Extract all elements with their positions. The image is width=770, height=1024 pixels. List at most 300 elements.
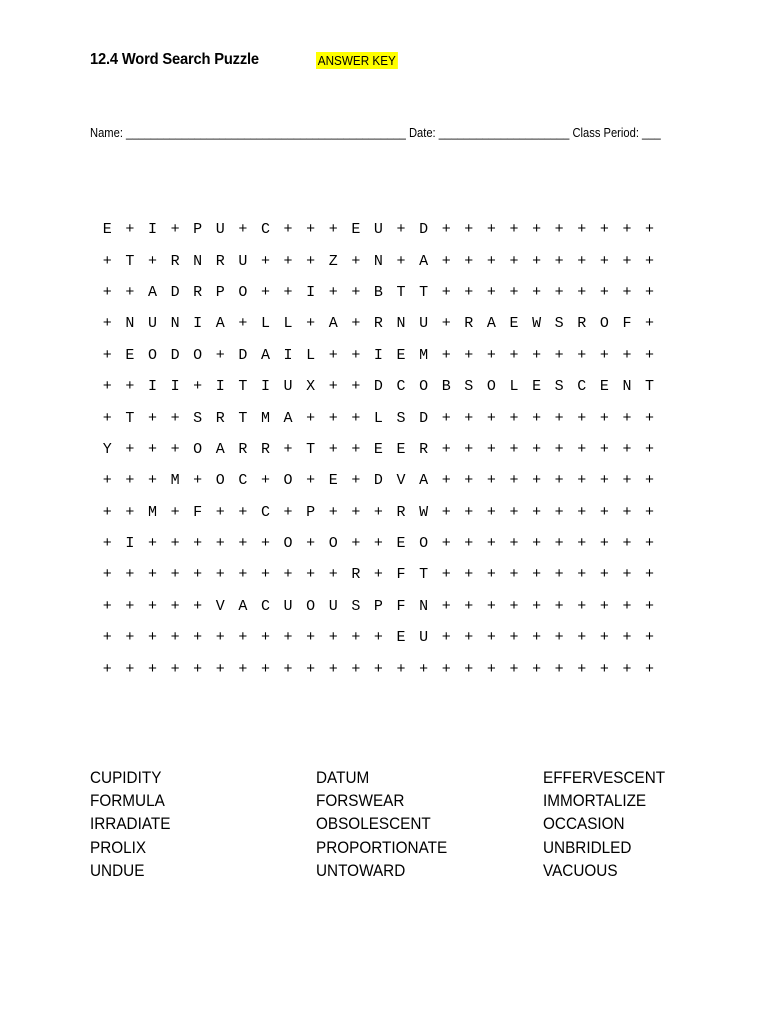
grid-cell: U	[147, 315, 157, 333]
grid-cell: +	[238, 629, 248, 647]
grid-cell: I	[306, 283, 316, 301]
grid-cell: +	[464, 409, 474, 427]
grid-cell: +	[328, 346, 338, 364]
grid-cell: +	[577, 221, 587, 239]
grid-cell: N	[622, 378, 632, 396]
grid-cell: +	[328, 566, 338, 584]
grid-cell: +	[486, 660, 496, 678]
grid-cell: E	[396, 535, 406, 553]
grid-cell: +	[532, 346, 542, 364]
grid-cell: +	[125, 629, 135, 647]
grid-cell: V	[396, 472, 406, 490]
grid-cell: R	[238, 440, 248, 458]
grid-cell: +	[283, 283, 293, 301]
grid-cell: +	[645, 472, 655, 490]
grid-cell: F	[622, 315, 632, 333]
grid-cell: +	[645, 629, 655, 647]
grid-cell: U	[283, 378, 293, 396]
grid-cell: +	[622, 472, 632, 490]
grid-cell: +	[577, 346, 587, 364]
grid-cell: S	[554, 378, 564, 396]
grid-cell: R	[464, 315, 474, 333]
grid-row	[96, 622, 661, 653]
grid-cell: A	[215, 440, 225, 458]
grid-cell: +	[215, 629, 225, 647]
grid-cell: +	[599, 472, 609, 490]
grid-cell: R	[193, 283, 203, 301]
grid-row	[96, 465, 661, 496]
word-item: UNBRIDLED	[543, 837, 632, 857]
grid-cell: O	[486, 378, 496, 396]
grid-cell: +	[441, 315, 451, 333]
grid-cell: +	[193, 629, 203, 647]
grid-cell: P	[373, 597, 383, 615]
grid-cell: +	[260, 566, 270, 584]
grid-cell: +	[554, 283, 564, 301]
grid-cell: +	[577, 660, 587, 678]
grid-cell: +	[147, 629, 157, 647]
grid-cell: +	[554, 629, 564, 647]
grid-cell: +	[622, 346, 632, 364]
grid-cell: +	[554, 535, 564, 553]
grid-cell: I	[373, 346, 383, 364]
grid-cell: +	[486, 503, 496, 521]
grid-cell: +	[238, 660, 248, 678]
grid-cell: +	[509, 409, 519, 427]
grid-cell: +	[260, 660, 270, 678]
grid-cell: U	[419, 315, 429, 333]
grid-cell: T	[396, 283, 406, 301]
grid-row	[96, 308, 661, 339]
grid-row	[96, 402, 661, 433]
grid-cell: +	[102, 346, 112, 364]
grid-cell: +	[486, 283, 496, 301]
grid-cell: +	[599, 535, 609, 553]
grid-cell: +	[645, 660, 655, 678]
grid-cell: O	[238, 283, 248, 301]
grid-row	[96, 214, 661, 245]
grid-cell: +	[554, 346, 564, 364]
word-item: IMMORTALIZE	[543, 791, 647, 811]
grid-cell: +	[102, 566, 112, 584]
grid-cell: +	[622, 252, 632, 270]
grid-cell: +	[125, 472, 135, 490]
grid-cell: +	[622, 409, 632, 427]
grid-cell: +	[238, 566, 248, 584]
grid-cell: +	[328, 221, 338, 239]
grid-cell: +	[283, 566, 293, 584]
grid-cell: +	[599, 221, 609, 239]
grid-cell: A	[283, 409, 293, 427]
grid-cell: +	[599, 252, 609, 270]
grid-cell: R	[577, 315, 587, 333]
grid-cell: R	[215, 409, 225, 427]
grid-cell: +	[419, 660, 429, 678]
grid-cell: +	[577, 535, 587, 553]
grid-cell: +	[193, 597, 203, 615]
grid-cell: +	[645, 283, 655, 301]
grid-cell: +	[441, 252, 451, 270]
grid-cell: E	[532, 378, 542, 396]
grid-cell: +	[215, 346, 225, 364]
grid-cell: +	[486, 566, 496, 584]
grid-cell: +	[238, 535, 248, 553]
grid-cell: O	[328, 535, 338, 553]
page-title: 12.4 Word Search Puzzle	[90, 51, 259, 68]
word-item: UNDUE	[90, 860, 145, 880]
grid-cell: +	[645, 597, 655, 615]
grid-cell: +	[260, 629, 270, 647]
grid-cell: +	[645, 346, 655, 364]
grid-cell: +	[441, 221, 451, 239]
grid-cell: +	[215, 535, 225, 553]
grid-cell: +	[396, 221, 406, 239]
grid-cell: +	[373, 535, 383, 553]
grid-cell: +	[306, 315, 316, 333]
grid-cell: E	[509, 315, 519, 333]
grid-cell: T	[238, 378, 248, 396]
grid-cell: +	[351, 409, 361, 427]
grid-cell: +	[554, 440, 564, 458]
grid-cell: +	[147, 440, 157, 458]
grid-cell: +	[306, 409, 316, 427]
grid-cell: D	[419, 409, 429, 427]
grid-cell: F	[396, 597, 406, 615]
grid-cell: +	[328, 409, 338, 427]
grid-cell: S	[464, 378, 474, 396]
grid-cell: +	[577, 440, 587, 458]
grid-cell: +	[464, 535, 474, 553]
grid-cell: E	[125, 346, 135, 364]
grid-cell: +	[260, 472, 270, 490]
grid-cell: +	[464, 221, 474, 239]
grid-cell: +	[373, 566, 383, 584]
grid-cell: +	[238, 315, 248, 333]
grid-row	[96, 371, 661, 402]
grid-cell: L	[260, 315, 270, 333]
word-list-column-3	[543, 766, 665, 882]
grid-cell: +	[238, 221, 248, 239]
grid-cell: M	[170, 472, 180, 490]
grid-cell: +	[645, 440, 655, 458]
grid-cell: +	[102, 597, 112, 615]
grid-cell: +	[599, 409, 609, 427]
grid-cell: B	[373, 283, 383, 301]
grid-cell: O	[283, 535, 293, 553]
grid-cell: +	[283, 503, 293, 521]
grid-cell: +	[373, 503, 383, 521]
grid-cell: +	[464, 440, 474, 458]
grid-cell: +	[532, 472, 542, 490]
grid-cell: +	[193, 472, 203, 490]
grid-cell: +	[306, 535, 316, 553]
grid-row	[96, 497, 661, 528]
grid-cell: +	[486, 597, 496, 615]
grid-cell: +	[599, 660, 609, 678]
grid-cell: +	[170, 503, 180, 521]
grid-cell: +	[441, 535, 451, 553]
grid-cell: R	[373, 315, 383, 333]
grid-cell: +	[351, 440, 361, 458]
grid-cell: +	[622, 535, 632, 553]
grid-cell: N	[125, 315, 135, 333]
answer-key-label: ANSWER KEY	[317, 53, 396, 68]
grid-cell: +	[215, 660, 225, 678]
grid-cell: +	[306, 660, 316, 678]
grid-cell: T	[645, 378, 655, 396]
grid-cell: +	[622, 440, 632, 458]
grid-cell: +	[645, 221, 655, 239]
grid-cell: F	[193, 503, 203, 521]
grid-cell: T	[238, 409, 248, 427]
grid-cell: +	[509, 440, 519, 458]
grid-cell: +	[193, 660, 203, 678]
grid-cell: S	[396, 409, 406, 427]
grid-cell: +	[283, 629, 293, 647]
grid-cell: +	[441, 409, 451, 427]
grid-cell: +	[147, 409, 157, 427]
grid-cell: O	[599, 315, 609, 333]
grid-cell: T	[419, 566, 429, 584]
grid-cell: +	[509, 252, 519, 270]
grid-cell: E	[373, 440, 383, 458]
grid-cell: R	[351, 566, 361, 584]
grid-cell: P	[306, 503, 316, 521]
grid-cell: +	[102, 252, 112, 270]
grid-row	[96, 277, 661, 308]
grid-cell: +	[645, 535, 655, 553]
grid-cell: +	[509, 660, 519, 678]
grid-cell: S	[193, 409, 203, 427]
grid-cell: +	[599, 283, 609, 301]
word-item: UNTOWARD	[316, 860, 406, 880]
grid-cell: +	[486, 221, 496, 239]
grid-cell: +	[351, 283, 361, 301]
grid-cell: F	[396, 566, 406, 584]
grid-cell: I	[125, 535, 135, 553]
grid-cell: I	[215, 378, 225, 396]
grid-cell: U	[238, 252, 248, 270]
grid-cell: +	[125, 503, 135, 521]
word-item: OBSOLESCENT	[316, 814, 431, 834]
grid-cell: O	[193, 346, 203, 364]
grid-cell: +	[622, 566, 632, 584]
grid-cell: +	[260, 252, 270, 270]
grid-cell: +	[147, 597, 157, 615]
grid-cell: +	[532, 252, 542, 270]
grid-cell: +	[170, 221, 180, 239]
grid-cell: +	[532, 283, 542, 301]
grid-cell: O	[193, 440, 203, 458]
name-date-period-line: Name: _____________________________________________ Date: _____________________ Class Period: ___	[90, 125, 661, 140]
grid-row	[96, 528, 661, 559]
grid-cell: B	[441, 378, 451, 396]
grid-cell: +	[577, 566, 587, 584]
grid-cell: +	[328, 629, 338, 647]
grid-cell: +	[486, 252, 496, 270]
grid-cell: +	[147, 566, 157, 584]
grid-cell: R	[396, 503, 406, 521]
grid-cell: L	[306, 346, 316, 364]
grid-cell: O	[419, 378, 429, 396]
grid-cell: +	[599, 503, 609, 521]
grid-cell: C	[260, 597, 270, 615]
grid-cell: O	[306, 597, 316, 615]
grid-cell: +	[464, 629, 474, 647]
grid-cell: D	[170, 346, 180, 364]
grid-cell: +	[102, 472, 112, 490]
grid-cell: +	[306, 629, 316, 647]
grid-cell: +	[599, 346, 609, 364]
grid-cell: +	[193, 378, 203, 396]
grid-cell: N	[193, 252, 203, 270]
grid-cell: +	[441, 440, 451, 458]
grid-cell: +	[464, 472, 474, 490]
word-item: FORMULA	[90, 791, 165, 811]
grid-cell: T	[125, 252, 135, 270]
grid-cell: +	[102, 315, 112, 333]
grid-cell: C	[396, 378, 406, 396]
word-search-grid	[96, 214, 661, 685]
grid-cell: A	[419, 472, 429, 490]
grid-cell: L	[283, 315, 293, 333]
grid-cell: D	[170, 283, 180, 301]
grid-cell: +	[441, 566, 451, 584]
grid-cell: M	[147, 503, 157, 521]
grid-cell: +	[373, 660, 383, 678]
grid-cell: +	[599, 597, 609, 615]
grid-cell: R	[260, 440, 270, 458]
grid-cell: +	[147, 535, 157, 553]
grid-cell: +	[622, 660, 632, 678]
grid-cell: +	[170, 660, 180, 678]
grid-cell: +	[170, 597, 180, 615]
grid-cell: +	[125, 597, 135, 615]
grid-cell: E	[396, 440, 406, 458]
grid-cell: +	[532, 535, 542, 553]
grid-cell: +	[283, 660, 293, 678]
grid-cell: +	[532, 503, 542, 521]
grid-cell: +	[283, 252, 293, 270]
grid-cell: +	[554, 221, 564, 239]
grid-cell: +	[283, 221, 293, 239]
grid-cell: T	[125, 409, 135, 427]
grid-cell: +	[464, 566, 474, 584]
grid-cell: +	[622, 503, 632, 521]
grid-cell: A	[328, 315, 338, 333]
grid-cell: +	[554, 597, 564, 615]
grid-cell: +	[532, 597, 542, 615]
grid-cell: W	[532, 315, 542, 333]
grid-cell: +	[102, 283, 112, 301]
grid-cell: +	[577, 472, 587, 490]
grid-cell: E	[396, 629, 406, 647]
grid-cell: +	[554, 503, 564, 521]
grid-row	[96, 340, 661, 371]
grid-cell: P	[215, 283, 225, 301]
grid-cell: +	[125, 221, 135, 239]
grid-cell: +	[645, 315, 655, 333]
grid-cell: +	[351, 472, 361, 490]
grid-cell: +	[486, 629, 496, 647]
grid-cell: +	[645, 503, 655, 521]
grid-cell: X	[306, 378, 316, 396]
grid-cell: Y	[102, 440, 112, 458]
grid-cell: E	[599, 378, 609, 396]
grid-cell: Z	[328, 252, 338, 270]
grid-cell: U	[215, 221, 225, 239]
grid-cell: U	[283, 597, 293, 615]
grid-cell: +	[351, 660, 361, 678]
grid-cell: N	[396, 315, 406, 333]
grid-cell: +	[532, 566, 542, 584]
grid-cell: I	[283, 346, 293, 364]
grid-cell: +	[554, 252, 564, 270]
grid-row	[96, 591, 661, 622]
grid-cell: +	[396, 252, 406, 270]
grid-cell: +	[170, 629, 180, 647]
grid-cell: +	[464, 597, 474, 615]
grid-cell: +	[441, 346, 451, 364]
grid-cell: I	[147, 378, 157, 396]
grid-cell: I	[193, 315, 203, 333]
grid-cell: +	[102, 503, 112, 521]
grid-cell: W	[419, 503, 429, 521]
word-list-column-2	[316, 766, 447, 882]
grid-cell: S	[554, 315, 564, 333]
grid-cell: +	[306, 221, 316, 239]
grid-cell: +	[147, 660, 157, 678]
grid-cell: +	[441, 629, 451, 647]
grid-cell: +	[622, 283, 632, 301]
grid-cell: +	[170, 409, 180, 427]
grid-cell: +	[351, 629, 361, 647]
grid-cell: +	[125, 283, 135, 301]
grid-cell: R	[170, 252, 180, 270]
grid-cell: +	[509, 346, 519, 364]
grid-cell: D	[238, 346, 248, 364]
grid-cell: C	[238, 472, 248, 490]
grid-cell: +	[441, 660, 451, 678]
grid-cell: +	[622, 221, 632, 239]
grid-cell: A	[419, 252, 429, 270]
word-item: FORSWEAR	[316, 791, 405, 811]
grid-cell: +	[509, 566, 519, 584]
grid-cell: D	[373, 378, 383, 396]
grid-cell: +	[260, 283, 270, 301]
grid-cell: +	[283, 440, 293, 458]
grid-cell: +	[102, 660, 112, 678]
grid-cell: +	[486, 409, 496, 427]
grid-cell: +	[599, 566, 609, 584]
grid-cell: +	[622, 629, 632, 647]
grid-cell: C	[260, 221, 270, 239]
grid-cell: A	[147, 283, 157, 301]
grid-row	[96, 434, 661, 465]
grid-cell: +	[102, 535, 112, 553]
grid-cell: +	[328, 440, 338, 458]
grid-cell: +	[351, 346, 361, 364]
grid-cell: L	[509, 378, 519, 396]
grid-cell: +	[193, 566, 203, 584]
grid-cell: +	[622, 597, 632, 615]
grid-cell: A	[486, 315, 496, 333]
grid-cell: O	[147, 346, 157, 364]
grid-cell: +	[306, 566, 316, 584]
grid-cell: +	[125, 378, 135, 396]
grid-cell: I	[170, 378, 180, 396]
grid-row	[96, 559, 661, 590]
